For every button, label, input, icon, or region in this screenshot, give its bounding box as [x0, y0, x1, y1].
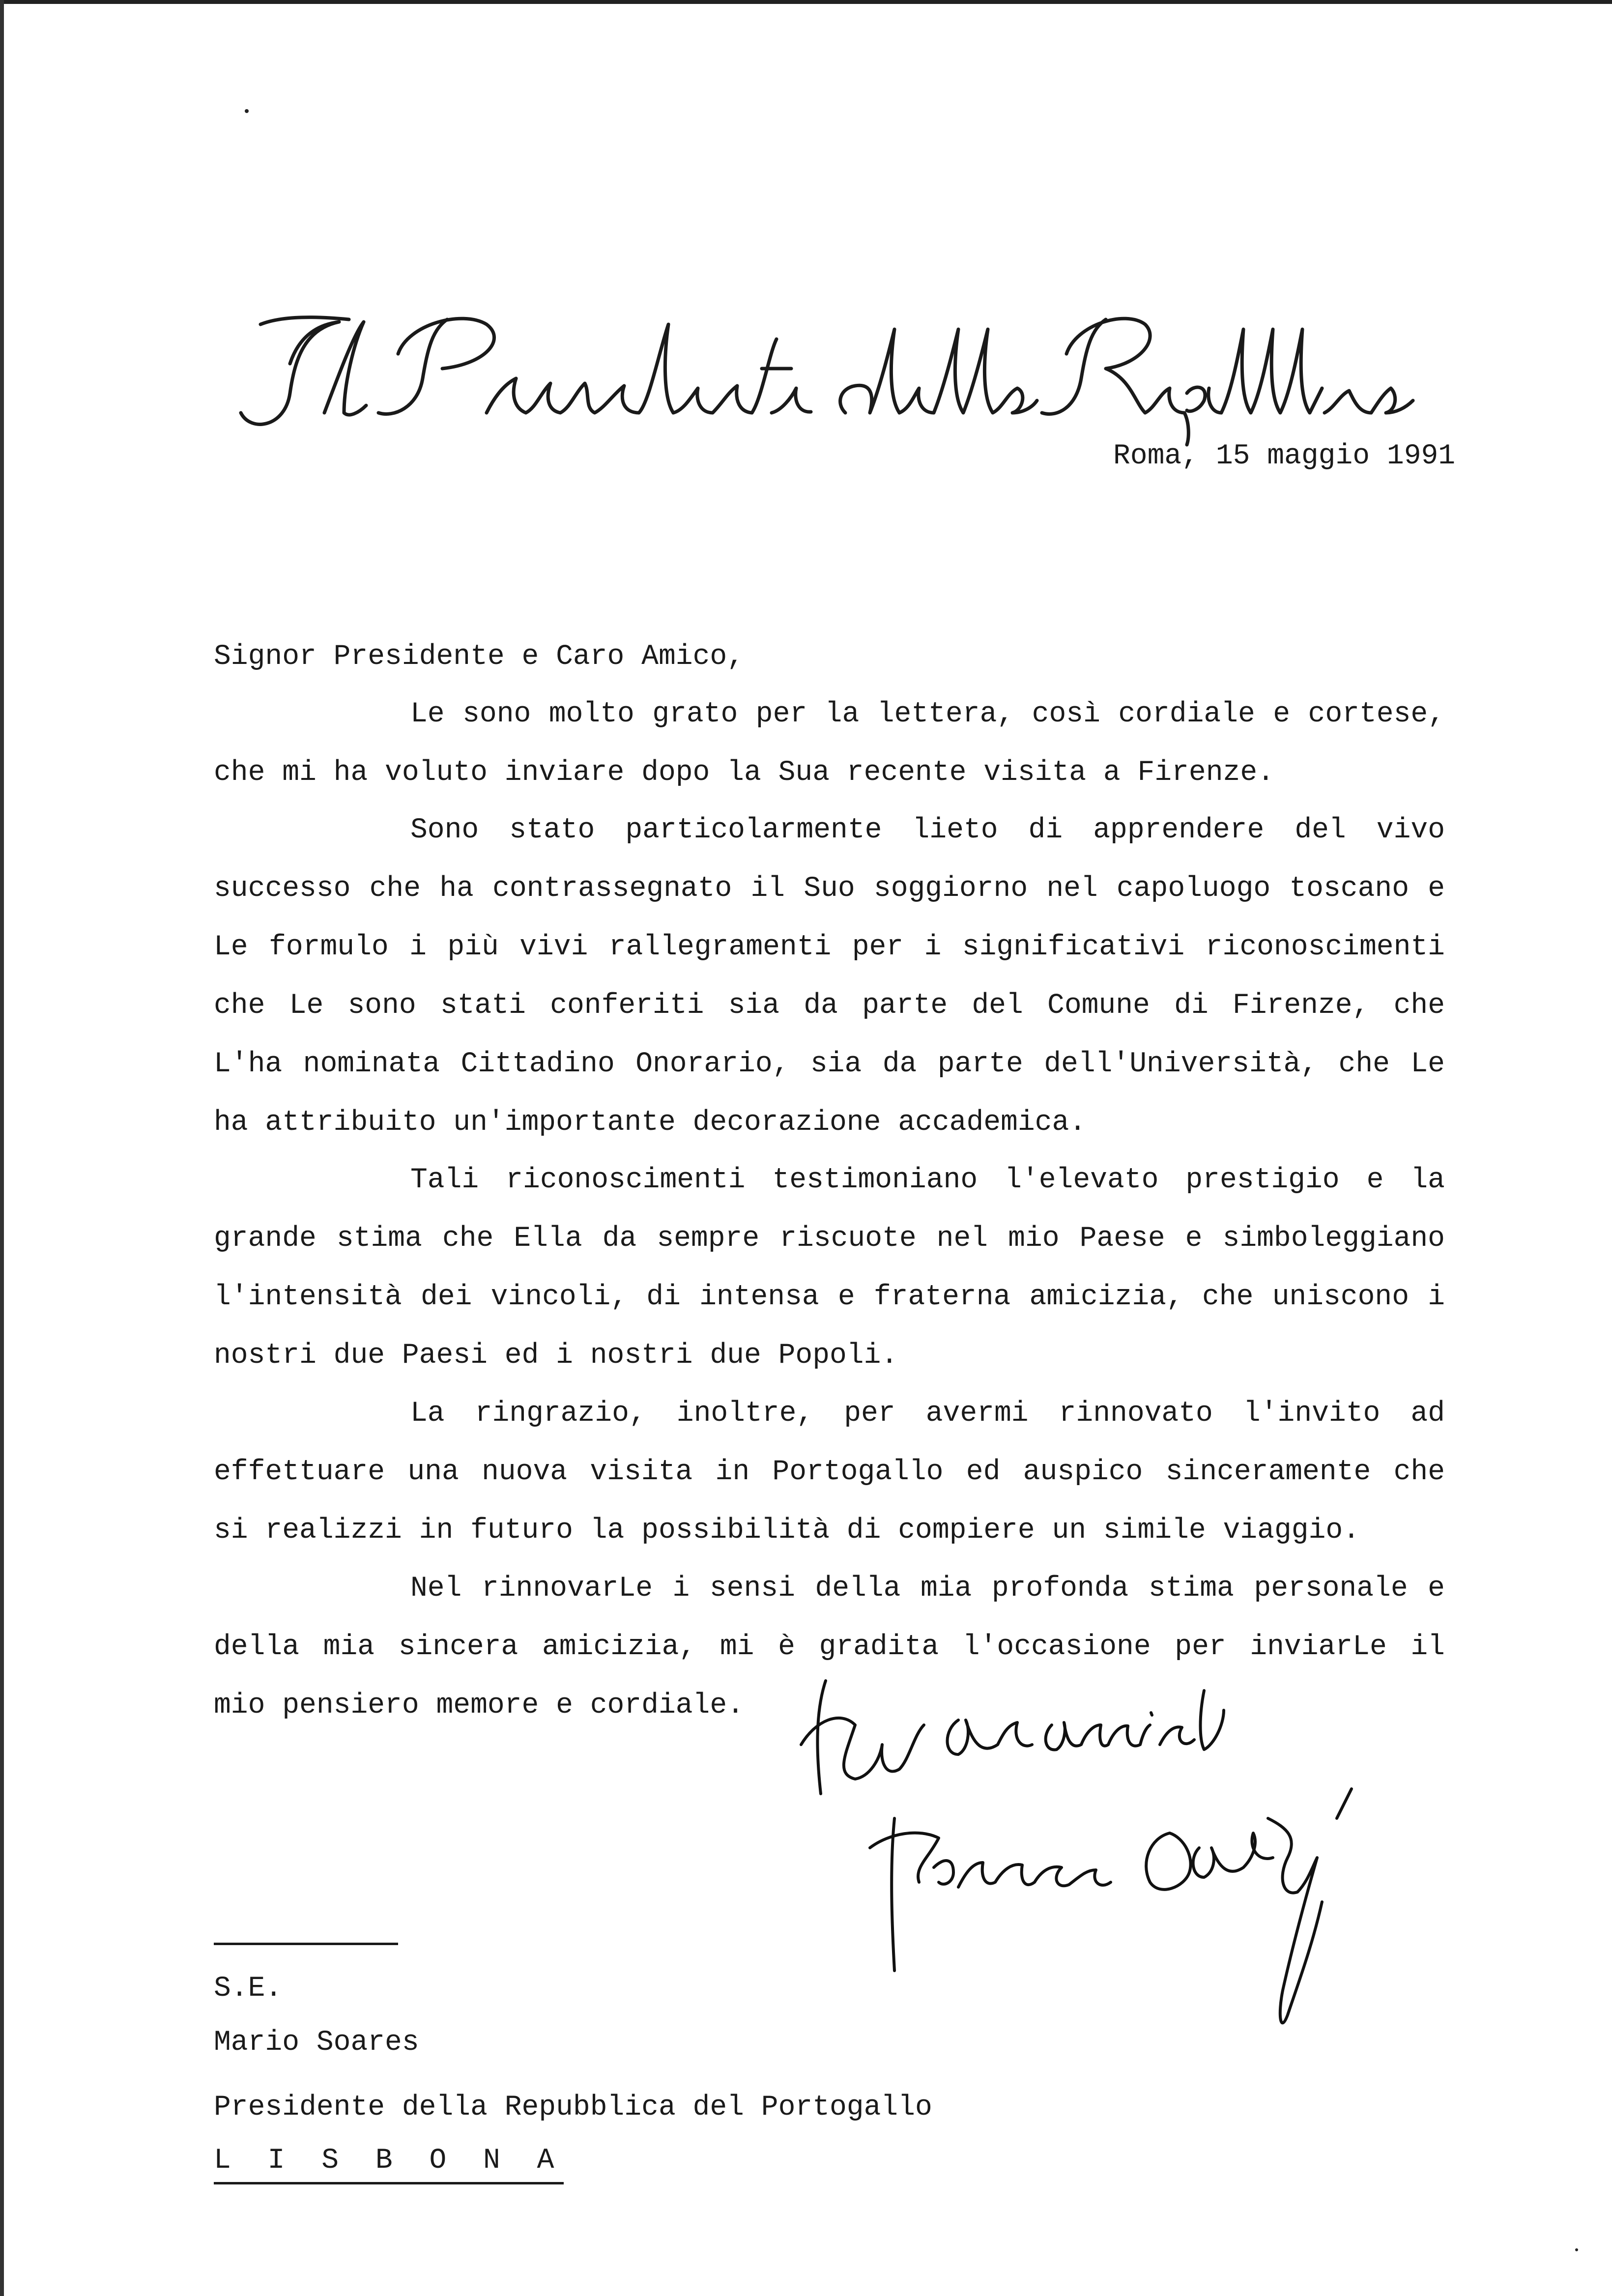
paper-speck: [245, 109, 249, 113]
salutation: Signor Presidente e Caro Amico,: [214, 641, 744, 673]
page-border-left: [0, 0, 4, 2296]
body-paragraph-5: Nel rinnovarLe i sensi della mia profonda stima personale e della mia sincera amicizia, mi è gradita l'occasione per inviarLe il mio pensiero memore e cordiale.: [214, 1573, 1445, 1722]
recipient-city: L I S B O N A: [214, 2147, 564, 2184]
letterhead-script: [231, 295, 1420, 447]
recipient-name: Mario Soares: [214, 2027, 419, 2059]
recipient-title: S.E.: [214, 1973, 283, 2005]
body-paragraph-1: Le sono molto grato per la lettera, così cordiale e cortese, che mi ha voluto inviare dopo la Sua recente visita a Firenze.: [214, 698, 1445, 789]
page-border-top: [0, 0, 1612, 4]
recipient-role: Presidente della Repubblica del Portogallo: [214, 2092, 932, 2124]
handwritten-signature: [796, 1671, 1494, 2044]
body-paragraph-2: Sono stato particolarmente lieto di apprendere del vivo successo che ha contrassegnato il Suo soggiorno nel capoluogo toscano e Le formulo i più vivi rallegramenti per i significativi riconoscimenti che Le sono stati conferiti sia da parte del Comune di Firenze, che L'ha nominata Cittadino Onorario, sia da parte dell'Università, che Le ha attribuito un'importante decorazione accademica.: [214, 814, 1445, 1139]
body-paragraph-4: La ringrazio, inoltre, per avermi rinnovato l'invito ad effettuare una nuova visita in Portogallo ed auspico sinceramente che si realizzi in futuro la possibilità di compiere un simile viaggio.: [214, 1398, 1445, 1547]
paper-speck: [1575, 2248, 1578, 2251]
body-paragraph-3: Tali riconoscimenti testimoniano l'elevato prestigio e la grande stima che Ella da sempre riscuote nel mio Paese e simboleggiano l'intensità dei vincoli, di intensa e fraterna amicizia, che uniscono i nostri due Paesi ed i nostri due Popoli.: [214, 1164, 1445, 1372]
recipient-divider: [214, 1943, 398, 1945]
letter-date: Roma, 15 maggio 1991: [1113, 440, 1456, 472]
